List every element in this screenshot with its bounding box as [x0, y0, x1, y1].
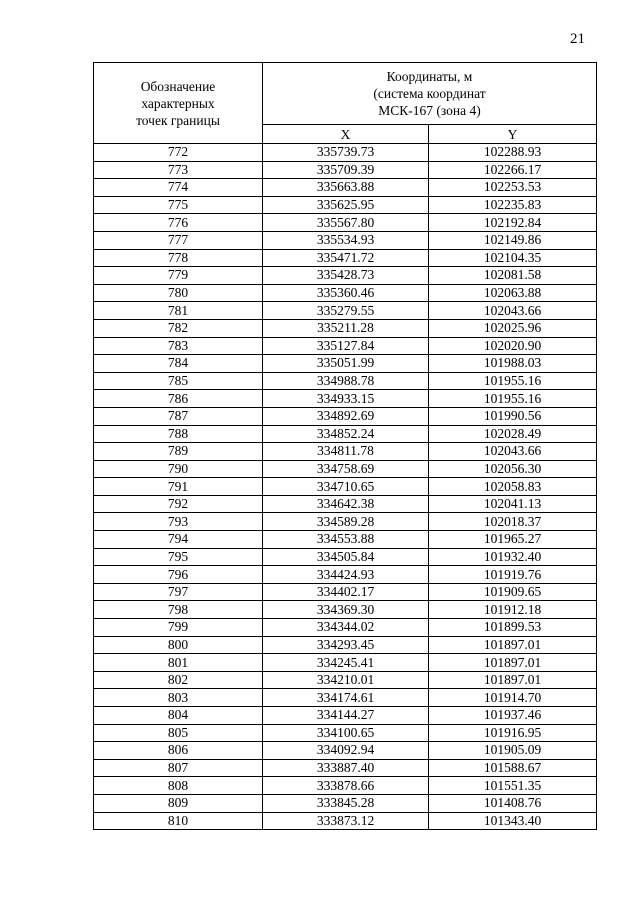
- x-coordinate-cell: 334344.02: [263, 619, 429, 637]
- table-row: [94, 319, 597, 337]
- point-id-cell: 800: [94, 636, 263, 654]
- table-row: [94, 812, 597, 830]
- point-id-cell: 774: [94, 179, 263, 197]
- y-coordinate-cell: 102020.90: [429, 337, 597, 355]
- x-coordinate-cell: 335211.28: [263, 319, 429, 337]
- y-coordinate-cell: 101912.18: [429, 601, 597, 619]
- point-id-cell: 797: [94, 583, 263, 601]
- y-column-header: Y: [429, 125, 597, 144]
- table-row: [94, 214, 597, 232]
- y-coordinate-cell: 101897.01: [429, 636, 597, 654]
- y-coordinate-cell: 102288.93: [429, 144, 597, 162]
- point-id-cell: 773: [94, 161, 263, 179]
- x-coordinate-cell: 334505.84: [263, 548, 429, 566]
- points-header-line: Обозначение: [140, 78, 216, 94]
- x-coordinate-cell: 334811.78: [263, 443, 429, 461]
- x-coordinate-cell: 335279.55: [263, 302, 429, 320]
- table-row: [94, 337, 597, 355]
- point-id-cell: 795: [94, 548, 263, 566]
- point-id-cell: 791: [94, 478, 263, 496]
- x-coordinate-cell: 334144.27: [263, 707, 429, 725]
- table-row: [94, 759, 597, 777]
- y-coordinate-cell: 102149.86: [429, 231, 597, 249]
- table-row: [94, 249, 597, 267]
- x-coordinate-cell: 334424.93: [263, 566, 429, 584]
- table-row: [94, 548, 597, 566]
- point-id-cell: 772: [94, 144, 263, 162]
- y-coordinate-cell: 102235.83: [429, 196, 597, 214]
- x-coordinate-cell: 334852.24: [263, 425, 429, 443]
- point-id-cell: 805: [94, 724, 263, 742]
- point-id-cell: 788: [94, 425, 263, 443]
- y-coordinate-cell: 101899.53: [429, 619, 597, 637]
- y-coordinate-cell: 102058.83: [429, 478, 597, 496]
- table-row: [94, 144, 597, 162]
- x-coordinate-cell: 334892.69: [263, 407, 429, 425]
- coordinates-header-line: Координаты, м: [386, 69, 473, 85]
- y-coordinate-cell: 101408.76: [429, 794, 597, 812]
- y-coordinate-cell: 101937.46: [429, 707, 597, 725]
- point-id-cell: 781: [94, 302, 263, 320]
- table-row: [94, 513, 597, 531]
- point-id-cell: 803: [94, 689, 263, 707]
- table-row: [94, 372, 597, 390]
- y-coordinate-cell: 101965.27: [429, 531, 597, 549]
- table-row: [94, 179, 597, 197]
- x-coordinate-cell: 335127.84: [263, 337, 429, 355]
- y-coordinate-cell: 101916.95: [429, 724, 597, 742]
- x-coordinate-cell: 335663.88: [263, 179, 429, 197]
- table-row: [94, 495, 597, 513]
- table-row: [94, 196, 597, 214]
- y-coordinate-cell: 102063.88: [429, 284, 597, 302]
- y-coordinate-cell: 101343.40: [429, 812, 597, 830]
- point-id-cell: 794: [94, 531, 263, 549]
- y-coordinate-cell: 101932.40: [429, 548, 597, 566]
- table-row: [94, 443, 597, 461]
- table-row: [94, 742, 597, 760]
- y-coordinate-cell: 101897.01: [429, 654, 597, 672]
- y-coordinate-cell: 102104.35: [429, 249, 597, 267]
- point-id-cell: 776: [94, 214, 263, 232]
- table-row: [94, 355, 597, 373]
- y-coordinate-cell: 101551.35: [429, 777, 597, 795]
- points-column-header: [94, 63, 263, 144]
- points-header-line: точек границы: [136, 112, 220, 128]
- table-row: [94, 425, 597, 443]
- point-id-cell: 802: [94, 671, 263, 689]
- table-row: [94, 460, 597, 478]
- point-id-cell: 804: [94, 707, 263, 725]
- y-coordinate-cell: 101909.65: [429, 583, 597, 601]
- x-coordinate-cell: 334988.78: [263, 372, 429, 390]
- point-id-cell: 785: [94, 372, 263, 390]
- y-coordinate-cell: 102081.58: [429, 267, 597, 285]
- point-id-cell: 782: [94, 319, 263, 337]
- x-coordinate-cell: 334642.38: [263, 495, 429, 513]
- y-coordinate-cell: 102192.84: [429, 214, 597, 232]
- coordinates-table: [93, 62, 597, 830]
- table-row: [94, 231, 597, 249]
- x-coordinate-cell: 334402.17: [263, 583, 429, 601]
- x-coordinate-cell: 335739.73: [263, 144, 429, 162]
- point-id-cell: 796: [94, 566, 263, 584]
- table-row: [94, 636, 597, 654]
- point-id-cell: 777: [94, 231, 263, 249]
- coordinates-header-line: МСК-167 (зона 4): [378, 103, 481, 119]
- x-coordinate-cell: 335534.93: [263, 231, 429, 249]
- y-coordinate-cell: 101919.76: [429, 566, 597, 584]
- point-id-cell: 798: [94, 601, 263, 619]
- point-id-cell: 806: [94, 742, 263, 760]
- point-id-cell: 810: [94, 812, 263, 830]
- point-id-cell: 808: [94, 777, 263, 795]
- point-id-cell: 793: [94, 513, 263, 531]
- x-coordinate-cell: 333873.12: [263, 812, 429, 830]
- table-row: [94, 478, 597, 496]
- table-row: [94, 284, 597, 302]
- x-coordinate-cell: 335471.72: [263, 249, 429, 267]
- y-coordinate-cell: 102025.96: [429, 319, 597, 337]
- point-id-cell: 783: [94, 337, 263, 355]
- table-row: [94, 407, 597, 425]
- point-id-cell: 784: [94, 355, 263, 373]
- table-row: [94, 794, 597, 812]
- point-id-cell: 780: [94, 284, 263, 302]
- point-id-cell: 775: [94, 196, 263, 214]
- page-number: 21: [570, 31, 585, 47]
- point-id-cell: 787: [94, 407, 263, 425]
- y-coordinate-cell: 102028.49: [429, 425, 597, 443]
- point-id-cell: 801: [94, 654, 263, 672]
- point-id-cell: 778: [94, 249, 263, 267]
- point-id-cell: 809: [94, 794, 263, 812]
- x-coordinate-cell: 334589.28: [263, 513, 429, 531]
- y-coordinate-cell: 101588.67: [429, 759, 597, 777]
- x-coordinate-cell: 334933.15: [263, 390, 429, 408]
- table-row: [94, 302, 597, 320]
- coordinates-column-header: [263, 63, 597, 125]
- x-coordinate-cell: 333845.28: [263, 794, 429, 812]
- table-row: [94, 619, 597, 637]
- table-row: [94, 601, 597, 619]
- x-coordinate-cell: 335428.73: [263, 267, 429, 285]
- table-row: [94, 689, 597, 707]
- y-coordinate-cell: 102056.30: [429, 460, 597, 478]
- y-coordinate-cell: 101914.70: [429, 689, 597, 707]
- x-coordinate-cell: 335567.80: [263, 214, 429, 232]
- y-coordinate-cell: 102043.66: [429, 302, 597, 320]
- point-id-cell: 792: [94, 495, 263, 513]
- x-column-header: X: [263, 125, 429, 144]
- x-coordinate-cell: 334369.30: [263, 601, 429, 619]
- table-row: [94, 390, 597, 408]
- point-id-cell: 799: [94, 619, 263, 637]
- x-coordinate-cell: 335625.95: [263, 196, 429, 214]
- y-coordinate-cell: 102253.53: [429, 179, 597, 197]
- x-coordinate-cell: 334758.69: [263, 460, 429, 478]
- points-header-line: характерных: [141, 95, 215, 111]
- y-coordinate-cell: 102266.17: [429, 161, 597, 179]
- y-coordinate-cell: 102018.37: [429, 513, 597, 531]
- point-id-cell: 807: [94, 759, 263, 777]
- y-coordinate-cell: 102043.66: [429, 443, 597, 461]
- x-coordinate-cell: 334174.61: [263, 689, 429, 707]
- x-coordinate-cell: 333887.40: [263, 759, 429, 777]
- table-row: [94, 531, 597, 549]
- table-row: [94, 707, 597, 725]
- x-coordinate-cell: 334092.94: [263, 742, 429, 760]
- point-id-cell: 786: [94, 390, 263, 408]
- y-coordinate-cell: 101905.09: [429, 742, 597, 760]
- x-coordinate-cell: 334293.45: [263, 636, 429, 654]
- x-coordinate-cell: 334553.88: [263, 531, 429, 549]
- table-row: [94, 267, 597, 285]
- x-coordinate-cell: 335709.39: [263, 161, 429, 179]
- x-coordinate-cell: 335051.99: [263, 355, 429, 373]
- table-row: [94, 583, 597, 601]
- table-row: [94, 724, 597, 742]
- y-coordinate-cell: 102041.13: [429, 495, 597, 513]
- y-coordinate-cell: 101955.16: [429, 390, 597, 408]
- x-coordinate-cell: 335360.46: [263, 284, 429, 302]
- table-row: [94, 777, 597, 795]
- table-row: [94, 566, 597, 584]
- y-coordinate-cell: 101988.03: [429, 355, 597, 373]
- x-coordinate-cell: 334710.65: [263, 478, 429, 496]
- table-row: [94, 654, 597, 672]
- point-id-cell: 790: [94, 460, 263, 478]
- table-row: [94, 671, 597, 689]
- x-coordinate-cell: 334100.65: [263, 724, 429, 742]
- coordinates-header-line: (система координат: [373, 86, 486, 102]
- x-coordinate-cell: 334245.41: [263, 654, 429, 672]
- table-row: [94, 161, 597, 179]
- table-body: [94, 144, 597, 830]
- y-coordinate-cell: 101897.01: [429, 671, 597, 689]
- x-coordinate-cell: 334210.01: [263, 671, 429, 689]
- y-coordinate-cell: 101955.16: [429, 372, 597, 390]
- x-coordinate-cell: 333878.66: [263, 777, 429, 795]
- point-id-cell: 779: [94, 267, 263, 285]
- point-id-cell: 789: [94, 443, 263, 461]
- y-coordinate-cell: 101990.56: [429, 407, 597, 425]
